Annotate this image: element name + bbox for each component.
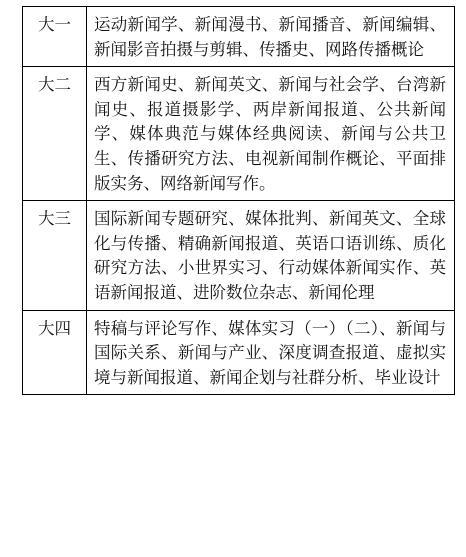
courses-cell: 特稿与评论写作、媒体实习（一）（二）、新闻与国际关系、新闻与产业、深度调查报道、虚拟实境与新闻报道、新闻企划与社群分析、毕业设计 <box>87 310 455 395</box>
curriculum-table <box>22 6 455 395</box>
table-row <box>23 310 455 395</box>
table-row <box>23 201 455 310</box>
curriculum-table-container <box>22 6 454 395</box>
year-cell: 大四 <box>23 310 87 395</box>
courses-cell: 运动新闻学、新闻漫书、新闻播音、新闻编辑、新闻影音拍摄与剪辑、传播史、网路传播概论 <box>87 7 455 67</box>
table-row <box>23 7 455 67</box>
year-cell: 大三 <box>23 201 87 310</box>
table-row <box>23 67 455 201</box>
year-cell: 大二 <box>23 67 87 201</box>
courses-cell: 西方新闻史、新闻英文、新闻与社会学、台湾新闻史、报道摄影学、两岸新闻报道、公共新闻学、媒体典范与媒体经典阅读、新闻与公共卫生、传播研究方法、电视新闻制作概论、平面排版实务、网络新闻写作。 <box>87 67 455 201</box>
year-cell: 大一 <box>23 7 87 67</box>
courses-cell: 国际新闻专题研究、媒体批判、新闻英文、全球化与传播、精确新闻报道、英语口语训练、质化研究方法、小世界实习、行动媒体新闻实作、英语新闻报道、进阶数位杂志、新闻伦理 <box>87 201 455 310</box>
